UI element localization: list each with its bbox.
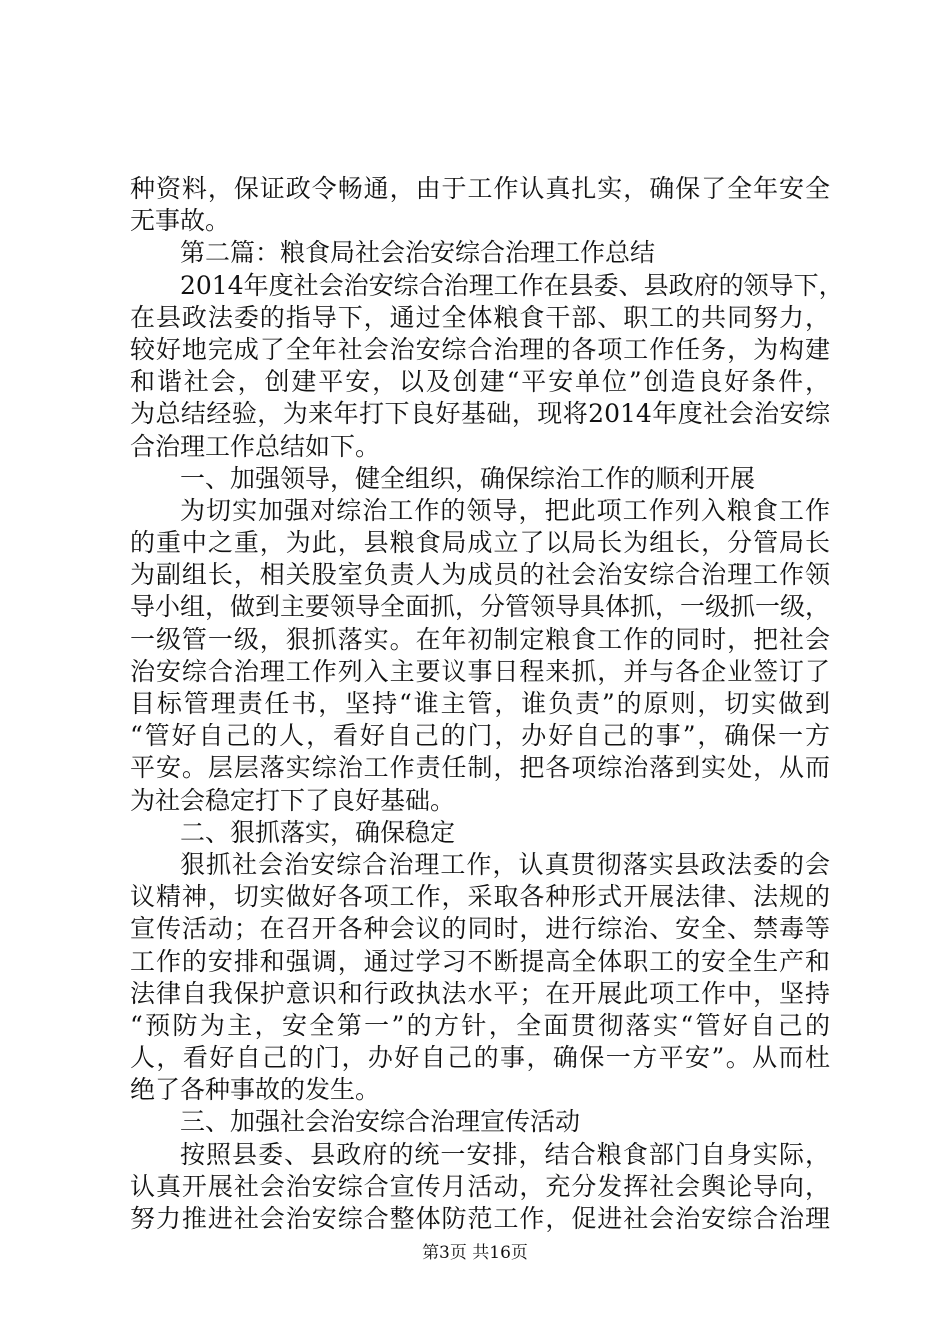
text-line: 治安综合治理工作列入主要议事日程来抓，并与各企业签订了 (130, 656, 830, 686)
text-line: 法律自我保护意识和行政执法水平；在开展此项工作中，坚持 (130, 978, 830, 1008)
text-line: 无事故。 (130, 206, 231, 236)
page-number-label: 第3页 共16页 (422, 1243, 528, 1263)
text-line: 人，看好自己的门，办好自己的事，确保一方平安”。从而杜 (130, 1043, 830, 1073)
text-line: 绝了各种事故的发生。 (130, 1075, 381, 1105)
text-line: 为总结经验，为来年打下良好基础，现将2014年度社会治安综 (130, 399, 830, 429)
section-heading: 二、狠抓落实，确保稳定 (180, 817, 456, 847)
section-heading: 三、加强社会治安综合治理宣传活动 (180, 1107, 581, 1137)
text-line: 为切实加强对综治工作的领导，把此项工作列入粮食工作 (180, 495, 830, 525)
section-heading: 一、加强领导，健全组织，确保综治工作的顺利开展 (180, 463, 756, 493)
text-line: 和谐社会，创建平安，以及创建“平安单位”创造良好条件， (130, 367, 830, 397)
text-line: 认真开展社会治安综合宣传月活动，充分发挥社会舆论导向， (130, 1171, 830, 1201)
text-line: 较好地完成了全年社会治安综合治理的各项工作任务，为构建 (130, 334, 830, 364)
section-heading: 第二篇：粮食局社会治安综合治理工作总结 (180, 238, 656, 268)
text-line: “预防为主，安全第一”的方针，全面贯彻落实“管好自己的 (130, 1010, 830, 1040)
text-line: 为社会稳定打下了良好基础。 (130, 785, 456, 815)
text-line: 在县政法委的指导下，通过全体粮食干部、职工的共同努力， (130, 302, 830, 332)
text-line: 导小组，做到主要领导全面抓，分管领导具体抓，一级抓一级， (130, 592, 831, 622)
text-line: 宣传活动；在召开各种会议的同时，进行综治、安全、禁毒等 (130, 914, 830, 944)
text-line: 2014年度社会治安综合治理工作在县委、县政府的领导下， (180, 270, 844, 300)
text-line: 合治理工作总结如下。 (130, 431, 381, 461)
text-line: 一级管一级，狠抓落实。在年初制定粮食工作的同时，把社会 (130, 624, 830, 654)
text-line: 为副组长，相关股室负责人为成员的社会治安综合治理工作领 (130, 560, 830, 590)
text-line: 目标管理责任书，坚持“谁主管，谁负责”的原则，切实做到 (130, 689, 830, 718)
text-line: 的重中之重，为此，县粮食局成立了以局长为组长，分管局长 (130, 528, 830, 558)
text-line: 议精神，切实做好各项工作，采取各种形式开展法律、法规的 (130, 882, 830, 912)
text-line: 工作的安排和强调，通过学习不断提高全体职工的安全生产和 (130, 946, 830, 976)
text-line: “管好自己的人，看好自己的门，办好自己的事”，确保一方 (130, 721, 830, 751)
text-line: 狠抓社会治安综合治理工作，认真贯彻落实县政法委的会 (180, 849, 830, 879)
page-footer (0, 1242, 950, 1264)
text-line: 按照县委、县政府的统一安排，结合粮食部门自身实际， (180, 1139, 830, 1169)
text-line: 种资料，保证政令畅通，由于工作认真扎实，确保了全年安全 (130, 174, 830, 203)
document-body (130, 173, 844, 1235)
text-line: 努力推进社会治安综合整体防范工作，促进社会治安综合治理 (130, 1204, 830, 1233)
text-line: 平安。层层落实综治工作责任制，把各项综治落到实处，从而 (130, 753, 830, 783)
